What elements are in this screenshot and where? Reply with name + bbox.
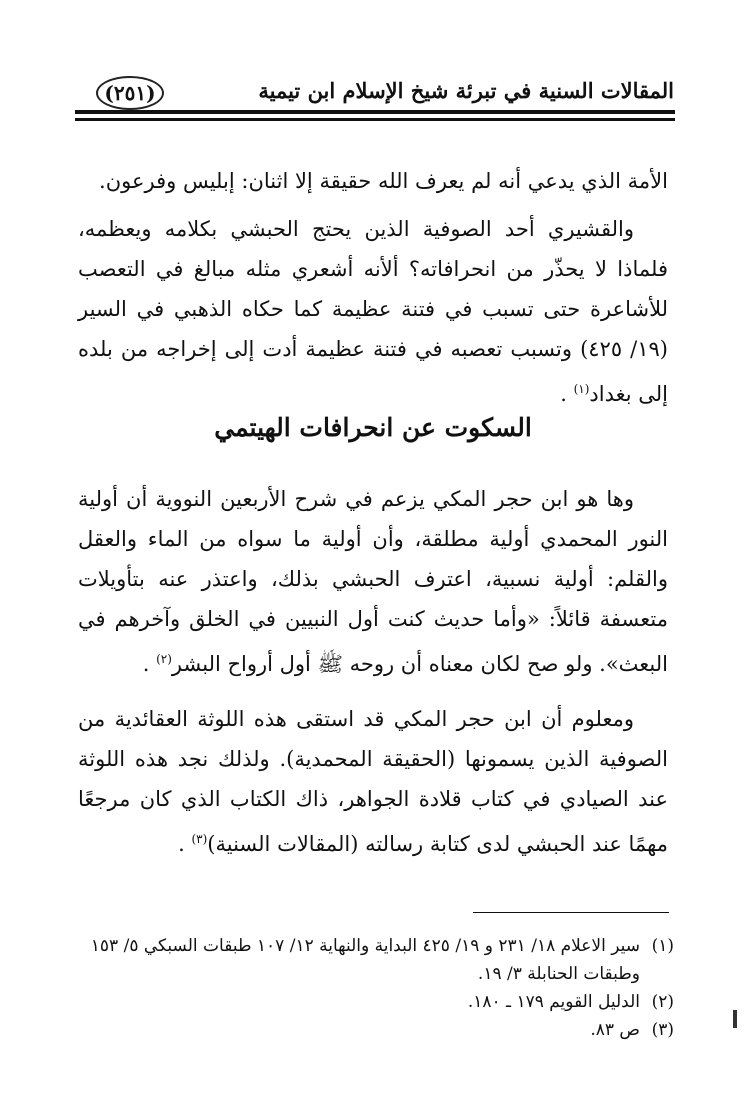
- footnote-number: (٢): [651, 992, 674, 1012]
- running-title: المقالات السنية في تبرئة شيخ الإسلام ابن تيمية: [258, 78, 674, 103]
- footnote-separator: [473, 912, 669, 913]
- page-number: (٢٥١): [96, 76, 164, 110]
- paragraph-3: [78, 479, 668, 684]
- paragraph-3-text: وها هو ابن حجر المكي يزعم في شرح الأربعين النووية أن أولية النور المحمدي أولية مطلقة، وأن أولية ما سواه من الماء والعقل والقلم: أولية نسبية، اعترف الحبشي بذلك، واعتذر عنه بتأويلات متعسفة قائلاً: «وأما حديث كنت أول النبيين في الخلق وآخرهم في البعث». ولو صح لكان معناه أن روحه ﷺ أول أرواح البشر: [78, 487, 668, 676]
- paragraph-1: [78, 161, 668, 201]
- footnote-item: [70, 932, 674, 988]
- footnote-text: سير الاعلام ١٨/ ٢٣١ و ١٩/ ٤٢٥ البداية والنهاية ١٢/ ١٠٧ طبقات السبكي ٥/ ١٥٣ وطبقات الحنابلة ٣/ ١٩.: [90, 936, 640, 984]
- header-rule-thick: [75, 110, 675, 114]
- header-rule-thin: [75, 118, 675, 121]
- paragraph-4-text: ومعلوم أن ابن حجر المكي قد استقى هذه اللوثة العقائدية من الصوفية الذين يسمونها (الحقيقة المحمدية). ولذلك نجد هذه اللوثة عند الصيادي في كتاب قلادة الجواهر، ذاك الكتاب الذي كان مرجعًا مهمًا عند الحبشي لدى كتابة رسالته (المقالات السنية): [78, 707, 668, 856]
- footnotes: [70, 932, 674, 1044]
- paragraph-4: [78, 699, 668, 864]
- footnote-text: الدليل القويم ١٧٩ ـ ١٨٠.: [467, 992, 640, 1012]
- scan-edge-mark: [733, 1010, 737, 1028]
- footnote-text: ص ٨٣.: [590, 1020, 640, 1040]
- paragraph-2-end: .: [560, 382, 567, 406]
- footnote-number: (١): [651, 936, 674, 956]
- paragraph-3-end: .: [142, 652, 150, 676]
- section-title: السكوت عن انحرافات الهيتمي: [214, 413, 532, 442]
- paragraph-2: [78, 209, 668, 414]
- footnote-ref-2: (٢): [156, 652, 172, 666]
- paragraph-1-text: الأمة الذي يدعي أنه لم يعرف الله حقيقة إلا اثنان: إبليس وفرعون.: [99, 169, 668, 193]
- footnote-ref-3: (٣): [191, 832, 208, 846]
- footnote-ref-1: (١): [573, 382, 590, 396]
- footnote-item: [70, 988, 674, 1016]
- paragraph-4-end: .: [178, 832, 185, 856]
- footnote-item: [70, 1016, 674, 1044]
- paragraph-2-text: والقشيري أحد الصوفية الذين يحتج الحبشي بكلامه ويعظمه، فلماذا لا يحذّر من انحرافاته؟ ألأنه أشعري مثله مبالغ في التعصب للأشاعرة حتى تسبب في فتنة عظيمة كما حكاه الذهبي في السير (١٩/ ٤٢٥) وتسبب تعصبه في فتنة عظيمة أدت إلى إخراجه من بلده إلى بغداد: [78, 217, 668, 406]
- footnote-number: (٣): [651, 1020, 674, 1040]
